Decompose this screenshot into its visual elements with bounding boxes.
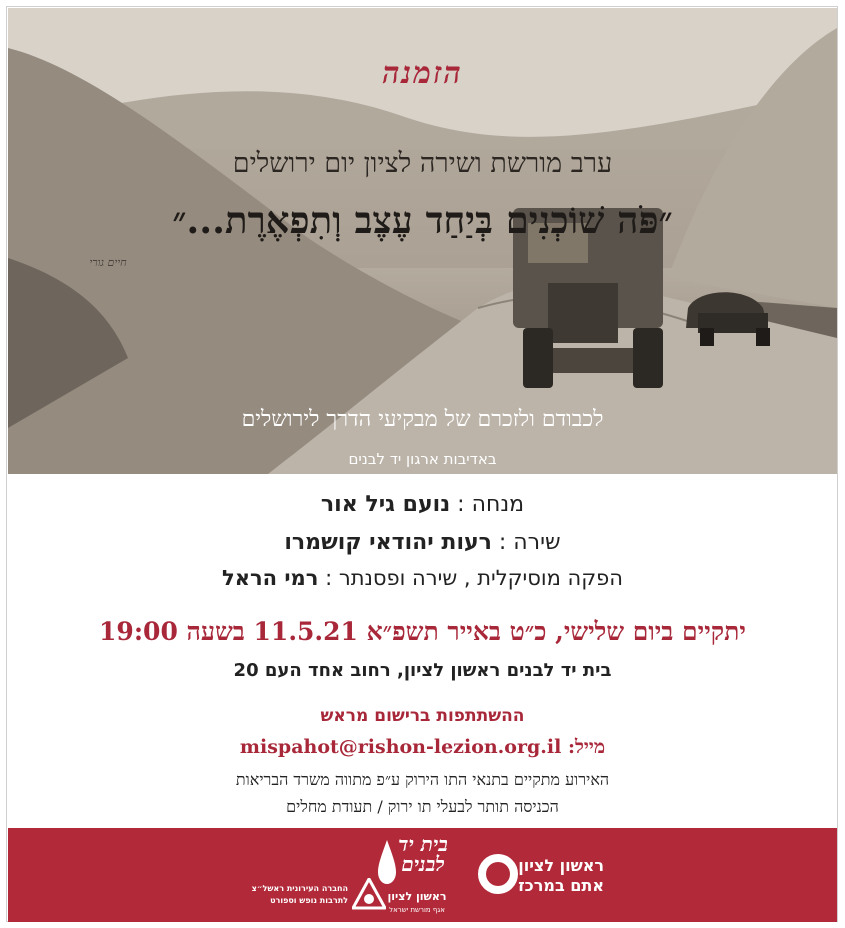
singing-name: רעות יהודאי קושמרו: [284, 530, 492, 555]
host-credit: [0, 492, 845, 517]
host-name: נועם גיל אור: [320, 492, 451, 517]
poem-quote: ״פֹּה שׁוֹכְנִים בְּיַחַד עֶצֶב וְתִפְאֶרֶת...״: [172, 198, 673, 242]
triangle-emblem-icon: [352, 878, 386, 910]
green-pass-note: האירוע מתקיים בתנאי התו הירוק ע״פ מתווה משרד הבריאות: [235, 770, 610, 789]
event-date: יתקיים ביום שלישי, כ״ט באייר תשפ״א 11.5.21 בשעה 19:00: [99, 617, 746, 646]
mail-address-link[interactable]: mispahot@rishon-lezion.org.il: [239, 736, 562, 758]
event-subtitle: ערב מורשת ושירה לציון יום ירושלים: [232, 148, 613, 179]
production-label: הפקה מוסיקלית , שירה ופסנתר :: [325, 566, 623, 590]
entry-note: הכניסה תותר לבעלי תו ירוק / תעודת מחלים: [286, 797, 559, 816]
rishon-logo-line2: אתם במרכז: [518, 876, 604, 895]
yad-logo-line4: אגף מורשת ישראל: [389, 906, 445, 914]
singing-credit: [0, 530, 845, 555]
municipal-company-logo: [236, 878, 386, 918]
rishon-logo-line1: ראשון לציון: [518, 856, 604, 875]
invite-title: הזמנה: [382, 56, 463, 91]
yad-logo-line3: ראשון לציון: [387, 890, 447, 903]
yad-logo-line1: בית יד: [398, 832, 448, 856]
production-credit: [0, 566, 845, 590]
tri-logo-line1: החברה העירונית ראשל״צ: [251, 884, 348, 893]
yad-logo-line2: לבנים: [401, 852, 445, 876]
hero-photo-banner: [8, 8, 837, 474]
rishon-emblem-icon: [478, 854, 518, 894]
mail-line: [0, 736, 845, 759]
poet-name: חיים גורי: [89, 256, 127, 269]
courtesy-line: באדיבות ארגון יד לבנים: [348, 450, 497, 468]
footer-logos-bar: [8, 828, 837, 922]
tri-logo-line2: לתרבות נופש וספורט: [270, 896, 348, 905]
singing-label: שירה :: [498, 530, 561, 555]
honor-line: לכבודם ולזכרם של מבקיעי הדרך לירושלים: [241, 407, 604, 432]
mail-label: מייל:: [567, 736, 606, 758]
registration-heading: ההשתתפות ברישום מראש: [320, 706, 525, 726]
event-place: בית יד לבנים ראשון לציון, רחוב אחד העם 20: [233, 660, 612, 681]
rishon-lezion-logo: [474, 850, 604, 900]
yad-labanim-logo: [378, 832, 456, 920]
host-label: מנחה :: [457, 492, 525, 517]
production-name: רמי הראל: [222, 566, 319, 590]
